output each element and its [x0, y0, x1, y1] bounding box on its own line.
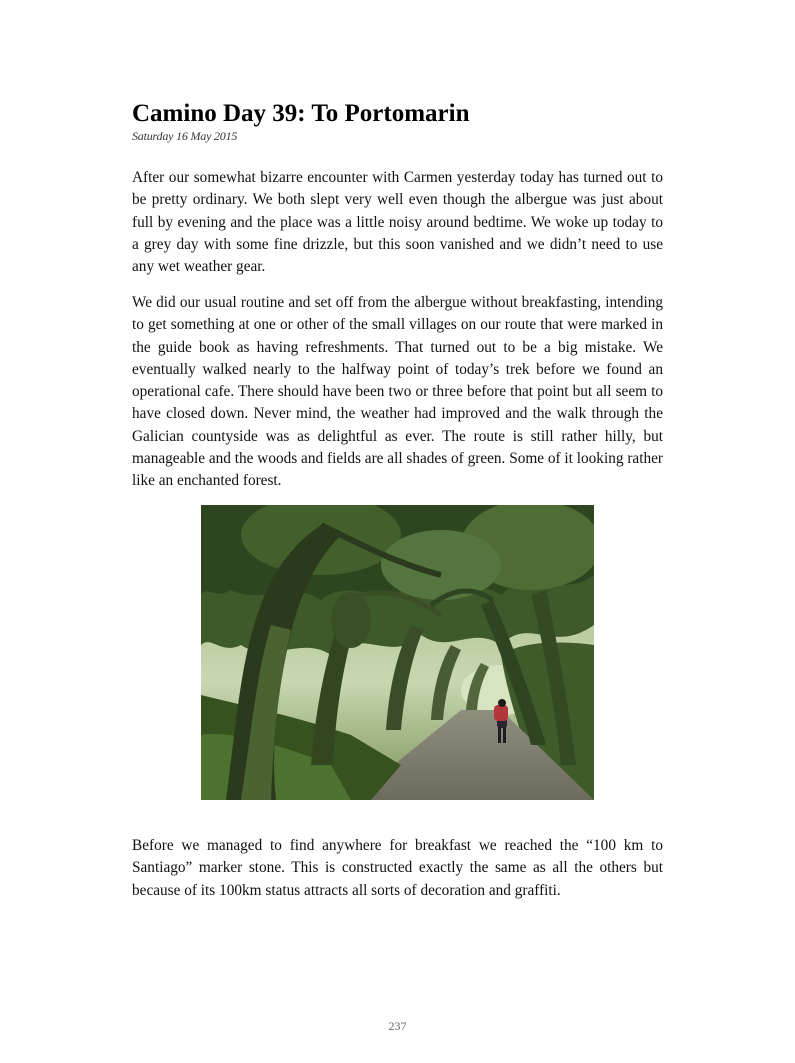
page-title: Camino Day 39: To Portomarin [132, 100, 470, 127]
post-date: Saturday 16 May 2015 [132, 129, 238, 143]
forest-path-photo [201, 505, 594, 800]
paragraph-2: We did our usual routine and set off from the albergue without breakfasting, intending to get something at one or other of the small villages on our route that were marked in the guide book as having refreshments. That turned out to be a big mistake. We eventually walked nearly to the halfway point of today’s trek before we found an operational cafe. There should have been two or three before that point but all seem to have closed down. Never mind, the weather had improved and the walk through the Galician countyside was as delightful as ever. The route is still rather hilly, but manageable and the woods and fields are all shades of green. Some of it looking rather like an enchanted forest. [132, 294, 663, 490]
page-number: 237 [388, 1019, 407, 1033]
paragraph-3: Before we managed to find anywhere for breakfast we reached the “100 km to Santiago” marker stone. This is constructed exactly the same as all the others but because of its 100km status attracts all sorts of decoration and graffiti. [132, 837, 663, 899]
paragraph-1: After our somewhat bizarre encounter with Carmen yesterday today has turned out to be pretty ordinary. We both slept very well even though the albergue was just about full by evening and the place was a little noisy around bedtime. We woke up today to a grey day with some fine drizzle, but this soon vanished and we didn’t need to use any wet weather gear. [132, 169, 663, 276]
